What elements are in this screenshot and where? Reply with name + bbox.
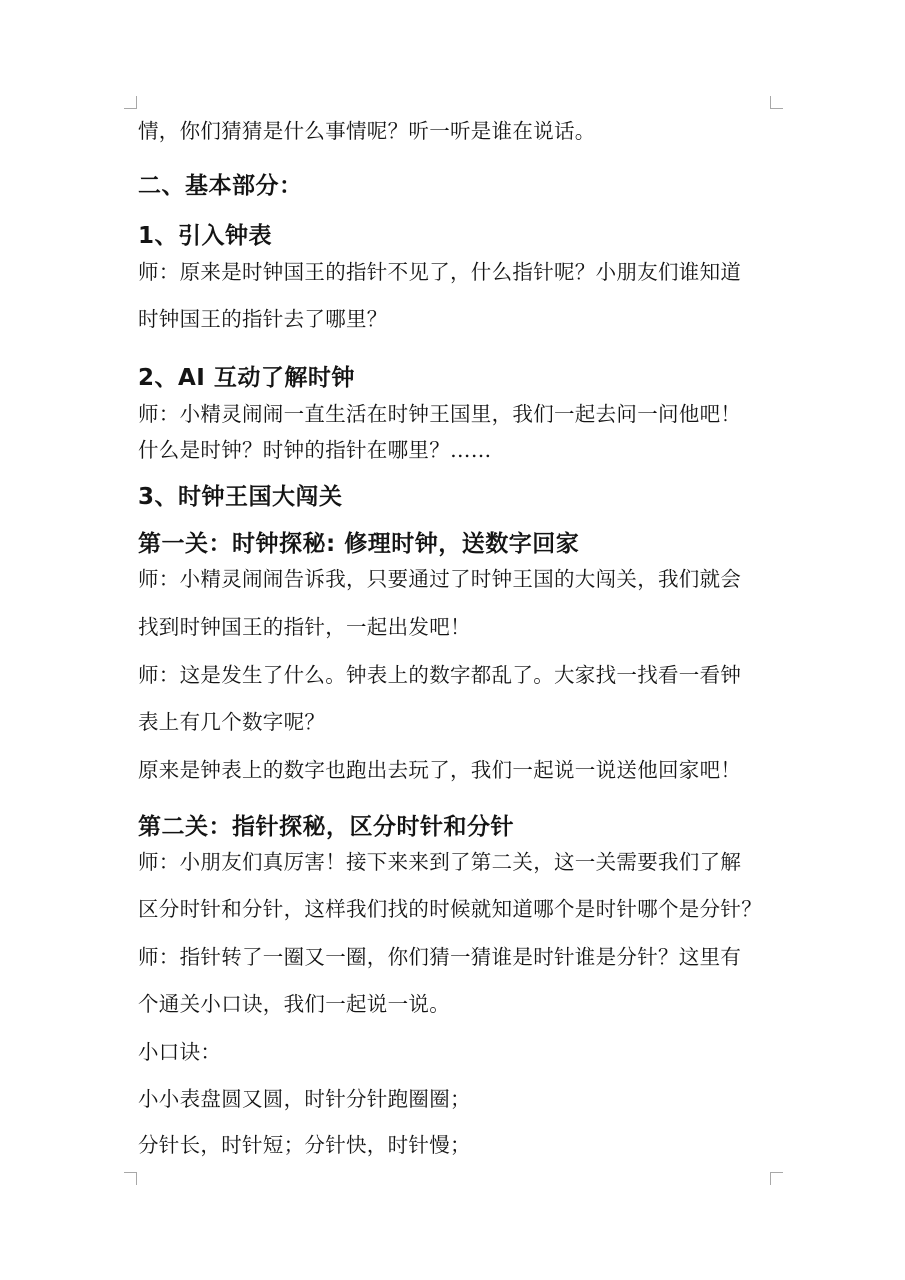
paragraph-line: 情，你们猜猜是什么事情呢？听一听是谁在说话。 [138, 119, 596, 143]
paragraph-line: 原来是钟表上的数字也跑出去玩了，我们一起说一说送他回家吧！ [138, 758, 742, 782]
level-heading: 第一关：时钟探秘: 修理时钟，送数字回家 [138, 531, 580, 557]
paragraph-line: 个通关小口诀，我们一起说一说。 [138, 992, 450, 1016]
subsection-heading: 2、AI 互动了解时钟 [138, 365, 355, 391]
paragraph-line: 师：原来是时钟国王的指针不见了，什么指针呢？小朋友们谁知道 [138, 260, 742, 284]
paragraph-line: 什么是时钟？时钟的指针在哪里？…… [138, 438, 492, 462]
level-heading: 第二关：指针探秘，区分时针和分针 [138, 814, 514, 840]
paragraph-line: 时钟国王的指针去了哪里？ [138, 307, 388, 331]
crop-mark-top-right [770, 96, 783, 109]
subsection-heading: 1、引入钟表 [138, 223, 273, 249]
crop-mark-bottom-left [124, 1172, 137, 1185]
crop-mark-top-left [124, 96, 137, 109]
paragraph-line: 师：小精灵闹闹告诉我，只要通过了时钟王国的大闯关，我们就会 [138, 567, 742, 591]
paragraph-line: 找到时钟国王的指针，一起出发吧！ [138, 615, 471, 639]
paragraph-line: 小小表盘圆又圆，时针分针跑圈圈； [138, 1087, 471, 1111]
paragraph-line: 师：指针转了一圈又一圈，你们猜一猜谁是时针谁是分针？这里有 [138, 945, 742, 969]
crop-mark-bottom-right [770, 1172, 783, 1185]
section-heading: 二、基本部分： [138, 173, 303, 199]
paragraph-line: 师：小朋友们真厉害！接下来来到了第二关，这一关需要我们了解 [138, 850, 742, 874]
paragraph-line: 表上有几个数字呢？ [138, 710, 326, 734]
paragraph-line: 分针长，时针短；分针快，时针慢； [138, 1133, 471, 1157]
subsection-heading: 3、时钟王国大闯关 [138, 484, 343, 510]
paragraph-line: 师：小精灵闹闹一直生活在时钟王国里，我们一起去问一问他吧！ [138, 402, 742, 426]
paragraph-line: 区分时针和分针，这样我们找的时候就知道哪个是时针哪个是分针？ [138, 897, 762, 921]
paragraph-line: 师：这是发生了什么。钟表上的数字都乱了。大家找一找看一看钟 [138, 663, 742, 687]
paragraph-line: 小口诀： [138, 1040, 222, 1064]
